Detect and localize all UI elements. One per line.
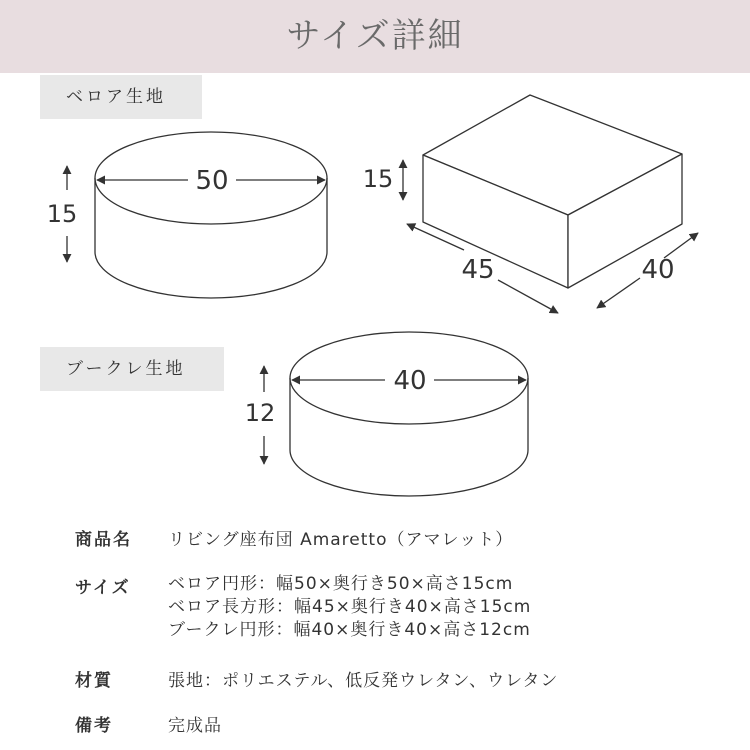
spec-value-notes: 完成品 <box>168 716 222 736</box>
spec-key-notes: 備考 <box>75 716 113 736</box>
velour-round-height-label: 15 <box>46 200 78 228</box>
spec-value-size <box>168 573 531 642</box>
velour-round-width-label: 50 <box>195 166 229 196</box>
spec-value-product-name: リビング座布団 Amaretto（アマレット） <box>168 530 514 550</box>
size-line-boucle-round: ブークレ円形：幅40×奥行き40×高さ12cm <box>168 620 531 640</box>
velour-rect-depth-label: 40 <box>641 255 675 285</box>
spec-value-material: 張地：ポリエステル、低反発ウレタン、ウレタン <box>168 671 559 691</box>
boucle-round-width-label: 40 <box>393 366 427 396</box>
section-label-velour: ベロア生地 <box>40 75 202 119</box>
boucle-round-cushion <box>290 332 528 496</box>
page-title: サイズ詳細 <box>286 16 464 56</box>
spec-key-size: サイズ <box>75 578 131 598</box>
spec-key-product-name: 商品名 <box>75 530 132 550</box>
section-label-boucle: ブークレ生地 <box>40 347 224 391</box>
size-line-velour-rect: ベロア長方形：幅45×奥行き40×高さ15cm <box>168 597 532 617</box>
velour-rect-height-label: 15 <box>362 165 394 193</box>
boucle-round-height-label: 12 <box>244 399 276 427</box>
size-line-velour-round: ベロア円形：幅50×奥行き50×高さ15cm <box>168 574 514 594</box>
velour-round-cushion <box>95 132 327 298</box>
velour-rect-width-label: 45 <box>461 255 495 285</box>
spec-key-material: 材質 <box>75 671 113 691</box>
